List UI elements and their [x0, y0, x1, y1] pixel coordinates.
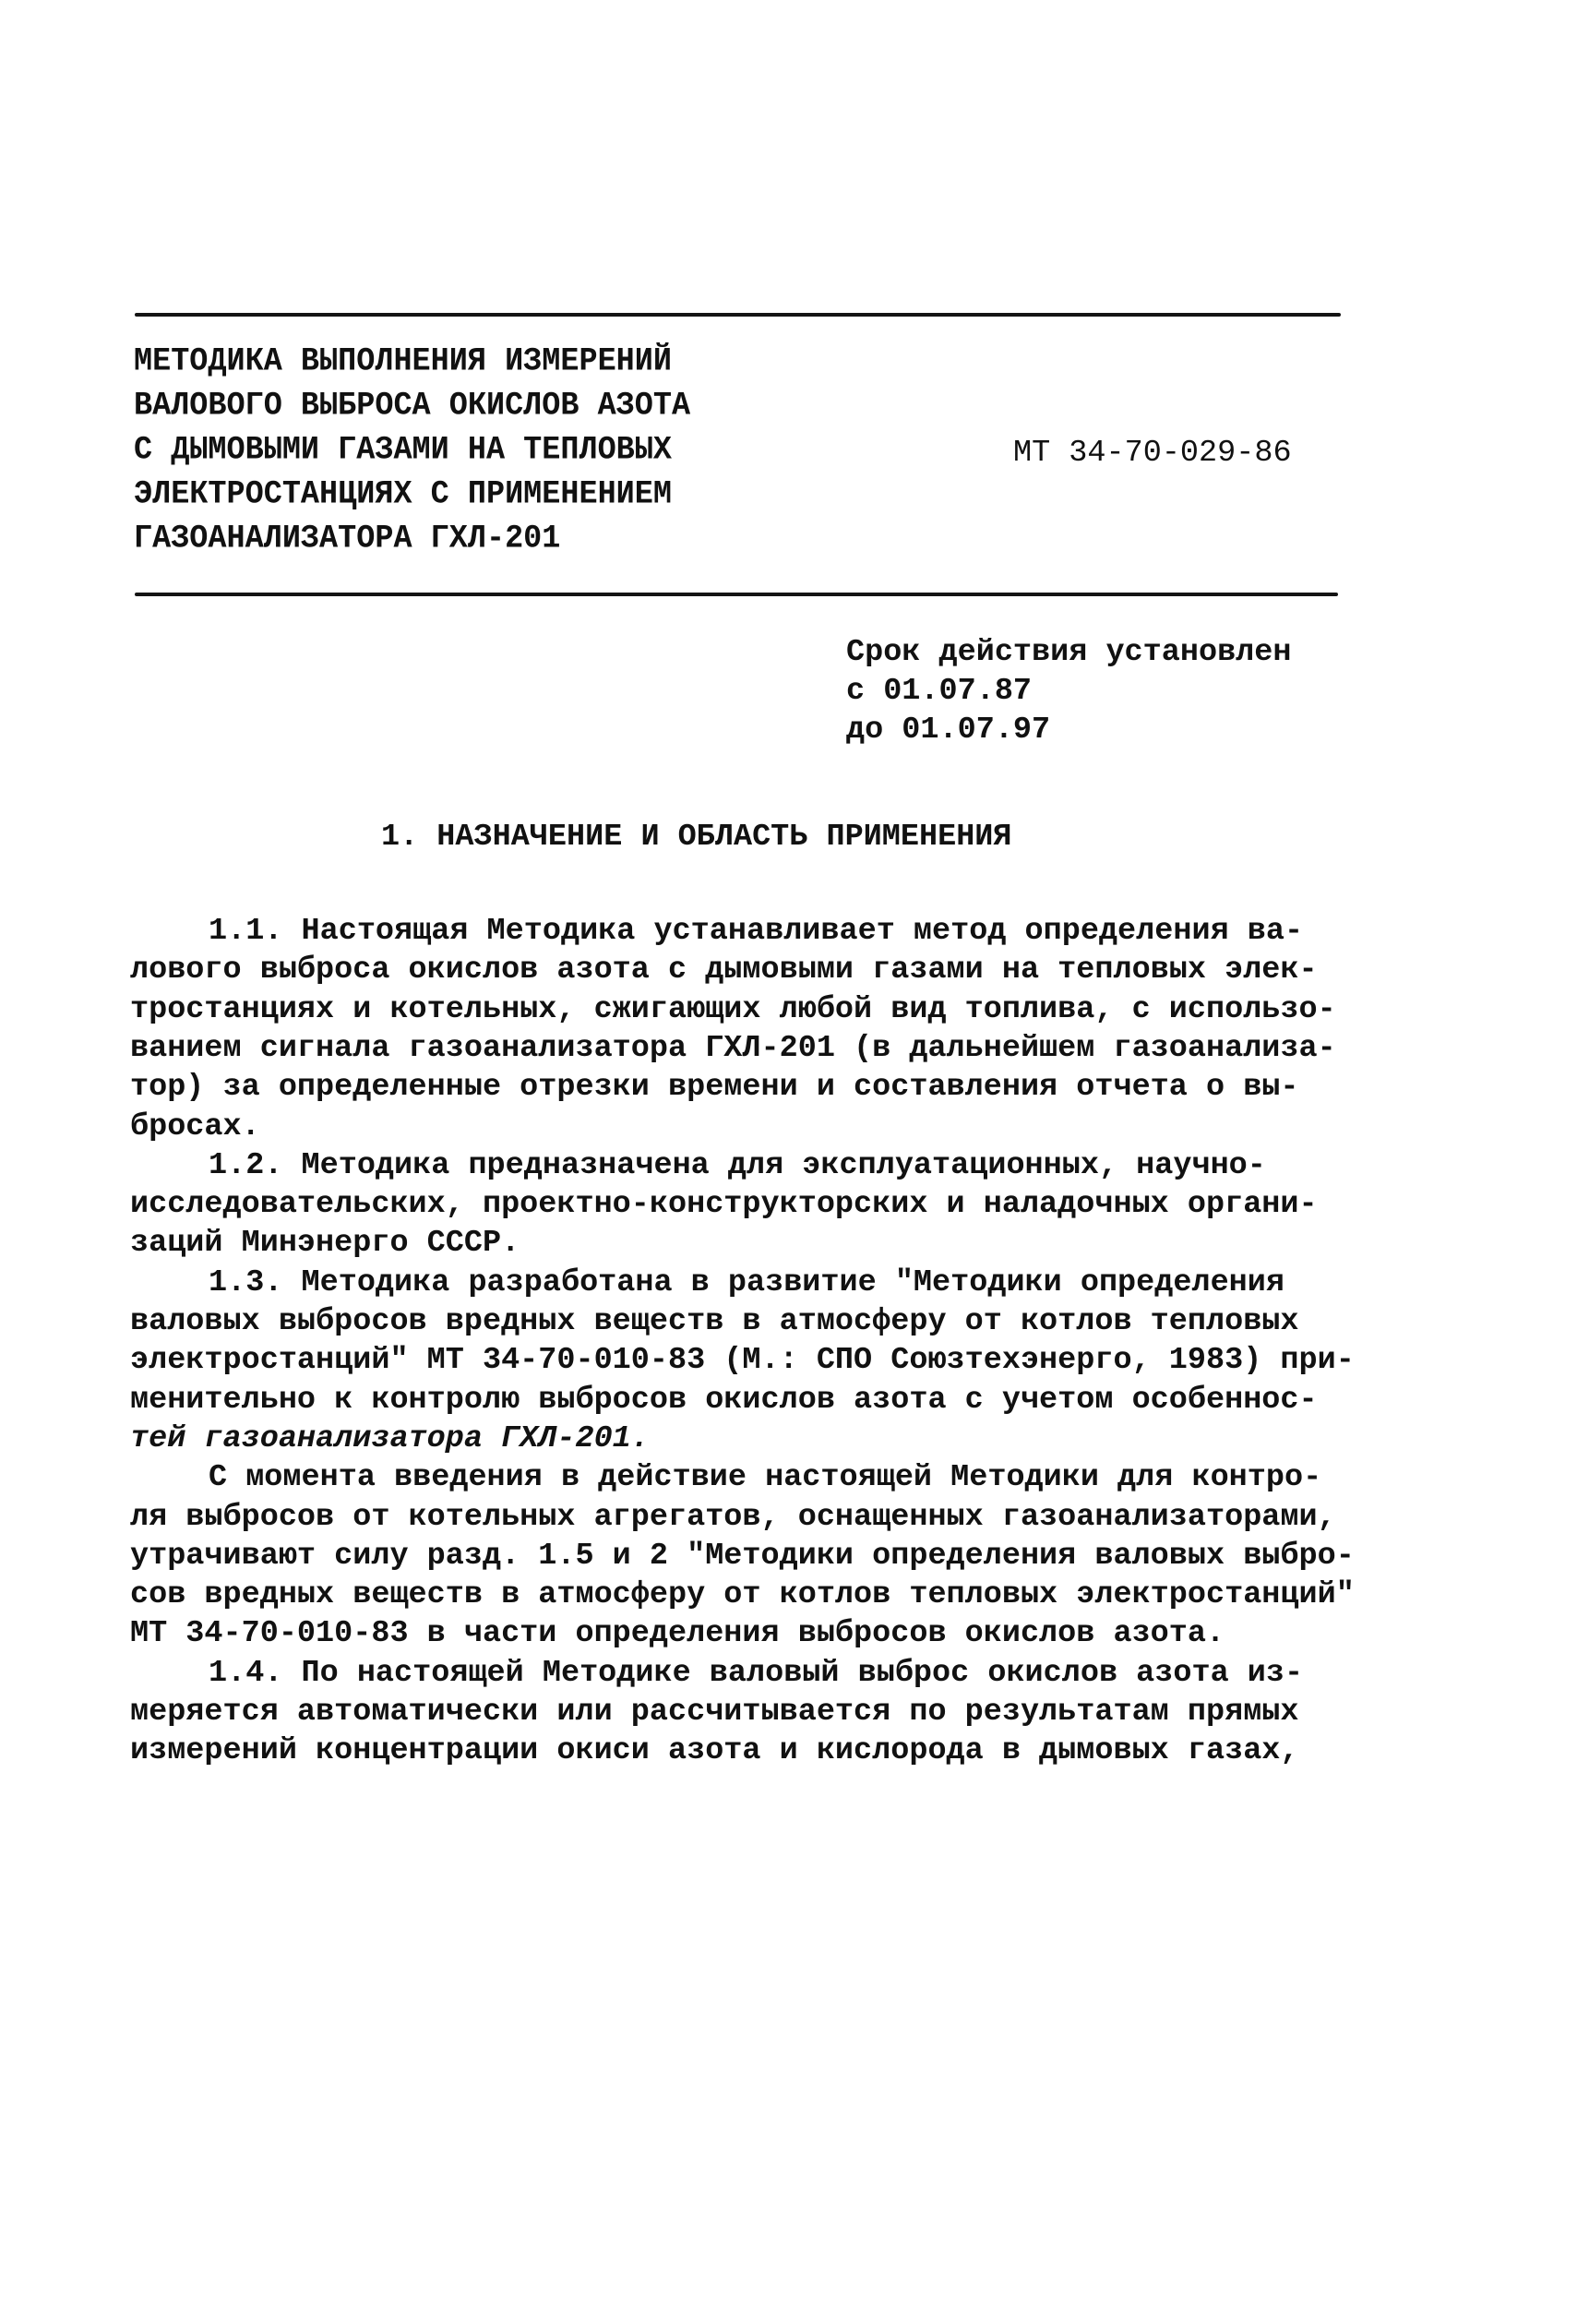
paragraph-line: бросах. [130, 1109, 260, 1144]
validity-from: с 01.07.87 [846, 674, 1033, 709]
paragraph-line: электростанций" МТ 34-70-010-83 (М.: СПО Союзтехэнерго, 1983) при- [130, 1343, 1355, 1378]
paragraph-first-line: 1.2. Методика предназначена для эксплуатационных, научно- [209, 1148, 1266, 1183]
paragraph-line: заций Минэнерго СССР. [130, 1226, 520, 1261]
paragraph-line: сов вредных веществ в атмосферу от котлов тепловых электростанций" [130, 1577, 1355, 1612]
paragraph-line: измерений концентрации окиси азота и кислорода в дымовых газах, [130, 1733, 1299, 1768]
title-line: МЕТОДИКА ВЫПОЛНЕНИЯ ИЗМЕРЕНИЙ [134, 343, 672, 380]
title-line: С ДЫМОВЫМИ ГАЗАМИ НА ТЕПЛОВЫХ [134, 432, 672, 469]
paragraph-line: менительно к контролю выбросов окислов азота с учетом особеннос- [130, 1383, 1318, 1418]
paragraph-first-line: С момента введения в действие настоящей Методики для контро- [209, 1460, 1322, 1495]
paragraph-line: МТ 34-70-010-83 в части определения выбросов окислов азота. [130, 1616, 1225, 1651]
section-heading: 1. НАЗНАЧЕНИЕ И ОБЛАСТЬ ПРИМЕНЕНИЯ [381, 820, 1012, 855]
paragraph-line: меряется автоматически или рассчитывается по результатам прямых [130, 1695, 1299, 1730]
bottom-rule [135, 593, 1338, 596]
paragraph-line: тростанциях и котельных, сжигающих любой вид топлива, с использо- [130, 992, 1336, 1027]
paragraph-first-line: 1.3. Методика разработана в развитие "Методики определения [209, 1265, 1284, 1300]
paragraph-first-line: 1.4. По настоящей Методике валовый выброс окислов азота из- [209, 1656, 1304, 1691]
title-line: ГАЗОАНАЛИЗАТОРА ГХЛ-201 [134, 521, 561, 557]
title-line: ЭЛЕКТРОСТАНЦИЯХ С ПРИМЕНЕНИЕМ [134, 476, 672, 513]
paragraph-line: лового выброса окислов азота с дымовыми газами на тепловых элек- [130, 952, 1318, 988]
paragraph-line: тей газоанализатора ГХЛ-201. [130, 1421, 650, 1456]
validity-label: Срок действия установлен [846, 635, 1292, 670]
paragraph-line: утрачивают силу разд. 1.5 и 2 "Методики определения валовых выбро- [130, 1539, 1355, 1574]
paragraph-line: ванием сигнала газоанализатора ГХЛ-201 (в дальнейшем газоанализа- [130, 1031, 1336, 1066]
validity-to: до 01.07.97 [846, 713, 1051, 748]
paragraph-line: ля выбросов от котельных агрегатов, оснащенных газоанализаторами, [130, 1500, 1336, 1535]
title-line: ВАЛОВОГО ВЫБРОСА ОКИСЛОВ АЗОТА [134, 388, 691, 425]
paragraph-line: исследовательских, проектно-конструкторских и наладочных органи- [130, 1187, 1318, 1222]
document-code: МТ 34-70-029-86 [1013, 436, 1292, 471]
paragraph-line: тор) за определенные отрезки времени и составления отчета о вы- [130, 1070, 1299, 1105]
paragraph-first-line: 1.1. Настоящая Методика устанавливает метод определения ва- [209, 914, 1304, 949]
paragraph-line: валовых выбросов вредных веществ в атмосферу от котлов тепловых [130, 1304, 1299, 1339]
top-rule [135, 313, 1341, 317]
